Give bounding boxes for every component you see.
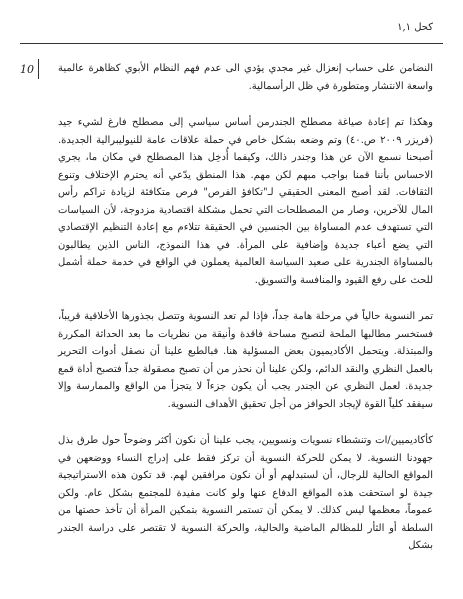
header-divider — [20, 43, 443, 44]
paragraph: وهكذا تم إعادة صياغة مصطلح الجندرمن أساس سياسي إلى مصطلح فارغ لشيء جيد (فريزر ٢٠٠٩ ص.٤٠) وتم وضعه بشكل خاص في حملة علاقات عامة للنيوليبرالية الجديدة. أصبحنا نسمع الآن عن هذا وجندر ذالك، وكيفما أُدخِل هذا المصطلح في مكان ما، يجري الاحساس بأننا قمنا بواجب مبهم لكن مهم. هذا المنطق يدّعي أنه يحترم الإختلاف وتنوع الثقافات. لقد أصبح المعنى الحقيقي لـ"تكافؤ الفرص" فرص متكافئة لزيادة تراكم رأس المال للآخرين، وصار من المصطلحات التي تحمل مشكلة اقتصادية مزدوجة، لأن السياسات التي تستهدف عدم المساواة بين الجنسين في الحقيقة تتلاءم مع إعادة التنظيم الإقتصادي التي يضع أعباء جديدة وإضافية على المرأة. في هذا النموذج، الناس الذين يطالبون بالمساواة الجندرية على صعيد السياسة العالمية يعملون في الواقع في خدمة حملة أشمل للحث على رفع القيود والمنافسة والتسويق. — [58, 117, 434, 286]
paragraph: النضامن على حساب إنعزال غير مجدي يؤدي الى عدم فهم النظام الأبوي كظاهرة عالمية واسعة الانتشار ومتطورة في ظل الرأسمالية. — [58, 63, 433, 92]
page-body — [58, 60, 433, 574]
paragraph: كأكاديميين/ات وتنشطاء نسويات ونسويين، يجب علينا أن نكون أكثر وضوحاً حول طرق بذل جهودنا النسوية. لا يمكن للحركة النسوية أن تركز فقط على إدراج النساء ووضعهن في المواقع الحالية للرجال، أن لستبدلهم أو أن نكون مرافقين لهم. قد تكون هذه الاستراتيجية جيدة لو استحقت هذه المواقع الدفاع عنها ولو كانت مفيدة للمجتمع بشكل عام. ولكن عموماً، معظمها ليس كذلك. لا يمكن أن تستمر النسوية بتمكين المرأة أن تأخذ حصتها من السلطة أو الثأر للمظالم الماضية والحالية، والحركة النسوية لا تقتصر على دراسة الجندر بشكل — [58, 435, 433, 551]
page-number-divider — [38, 59, 39, 79]
page-number: 10 — [20, 63, 34, 76]
paragraph: تمر النسوية حالياً في مرحلة هامة جداً، فإذا لم تعد النسوية وتتصل بجذورها الأخلاقية قريباً، فستخسر مطالبها الملحة لتصبح مساحة فاقدة وأنيقة من نظريات ما بعد الحداثة المكررة والمبتذلة. ويتحمل الأكاديميون بعض المسؤلية هنا. فبالطبع علينا أن نصقل أدوات التحرير بالعمل النظري والنقد الدائم، ولكن علينا أن نحذر من أن تصبح مصقولة جداً فتصبح أداة قمع جديدة. لعمل النظري عن الجندر يجب أن يكون جزءاً لا يتجزأ من الواقع والممارسة وإلا سيفقد كلياً القوة لإيجاد الحوافز من أجل تحقيق الأهداف النسوية. — [58, 311, 433, 410]
running-header: كحل ١,١ — [397, 22, 433, 33]
